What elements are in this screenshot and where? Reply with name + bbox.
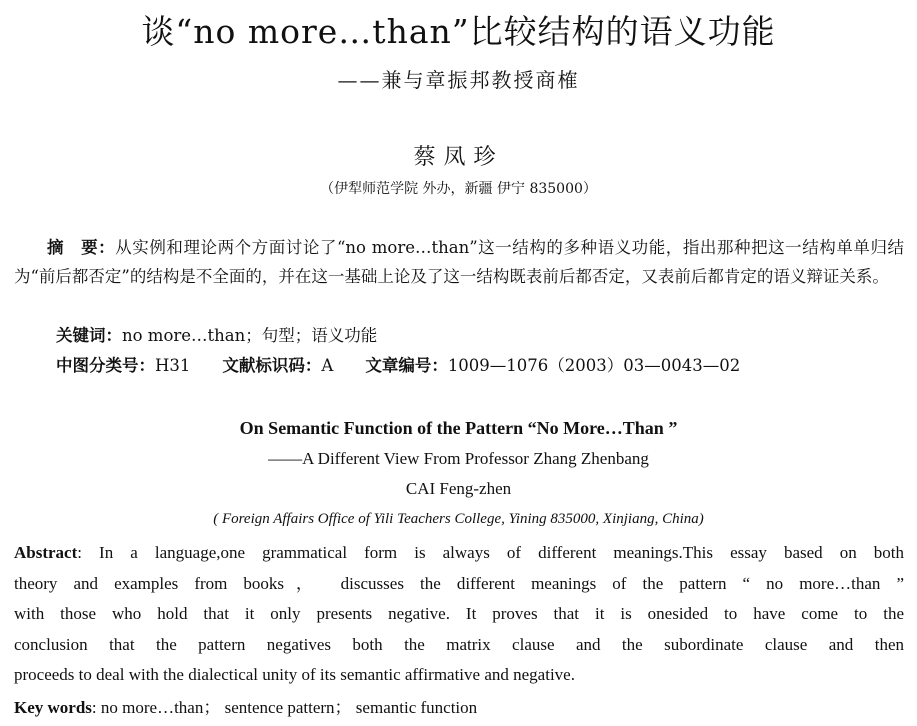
english-abstract-line: with those who hold that it only presents negative. It proves that it is onesided to have come to the bbox=[14, 604, 904, 623]
english-abstract-line: proceeds to deal with the dialectical unity of its semantic affirmative and negative. bbox=[14, 665, 575, 684]
article-number-label: 文章编号： bbox=[365, 356, 448, 375]
article-number-value: 1009—1076（2003）03—0043—02 bbox=[447, 356, 741, 375]
chinese-abstract-label: 摘 要： bbox=[47, 238, 116, 257]
english-author: CAI Feng-zhen bbox=[405, 479, 512, 498]
english-title: On Semantic Function of the Pattern “No More…Than ” bbox=[239, 418, 678, 438]
english-keywords bbox=[14, 693, 477, 718]
english-subtitle: ——A Different View From Professor Zhang Zhenbang bbox=[268, 449, 649, 468]
english-keywords-text: : no more…than； sentence pattern； semantic function bbox=[91, 698, 478, 717]
english-abstract bbox=[14, 538, 904, 691]
chinese-keywords-text: no more…than；句型；语义功能 bbox=[122, 326, 378, 345]
paper-title: 谈“no more…than”比较结构的语义功能 bbox=[141, 12, 776, 51]
chinese-abstract bbox=[14, 233, 904, 291]
chinese-keywords bbox=[56, 322, 377, 346]
author-affiliation: （伊犁师范学院 外办，新疆 伊宁 835000） bbox=[320, 181, 597, 197]
paper-subtitle: ——兼与章振邦教授商榷 bbox=[337, 68, 580, 92]
doc-code-label: 文献标识码： bbox=[222, 356, 322, 375]
english-abstract-line: theory and examples from books， discusses the different meanings of the pattern “ no more…than ” bbox=[14, 573, 904, 593]
chinese-keywords-label: 关键词： bbox=[56, 326, 122, 345]
author-name: 蔡凤珍 bbox=[413, 145, 504, 170]
clc-value: H31 bbox=[155, 356, 191, 375]
english-keywords-label: Key words bbox=[14, 698, 92, 717]
english-affiliation: ( Foreign Affairs Office of Yili Teachers College, Yining 835000, Xinjiang, China) bbox=[213, 511, 704, 527]
classification-info bbox=[56, 352, 740, 376]
chinese-abstract-text: 从实例和理论两个方面讨论了“no more…than”这一结构的多种语义功能，指出那种把这一结构单单归结为“前后都否定”的结构是不全面的，并在这一基础上论及了这一结构既表前后都否定，又表前后都肯定的语义辩证关系。 bbox=[14, 238, 905, 286]
clc-label: 中图分类号： bbox=[56, 356, 155, 375]
doc-code-value: A bbox=[321, 356, 334, 375]
english-abstract-label: Abstract bbox=[14, 543, 78, 562]
english-abstract-line: conclusion that the pattern negatives both the matrix clause and the subordinate clause and then bbox=[14, 634, 904, 654]
english-abstract-line: Abstract: In a language,one grammatical form is always of different meanings.This essay based on both bbox=[14, 543, 904, 562]
